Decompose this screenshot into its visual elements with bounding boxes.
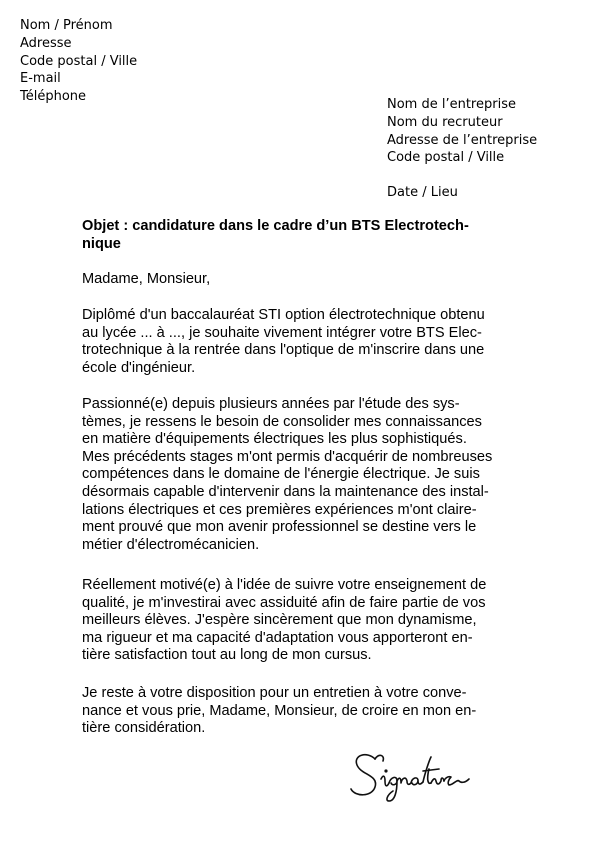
handwritten-signature xyxy=(345,745,495,805)
date-place: Date / Lieu xyxy=(387,185,458,200)
paragraph-line: en matière d'équipements électriques les plus sophistiqués. xyxy=(82,431,467,448)
paragraph-closing xyxy=(82,685,512,738)
subject-line: nique xyxy=(82,235,121,252)
letter-subject xyxy=(82,218,512,253)
subject-line: Objet : candidature dans le cadre d’un BTS Electrotech- xyxy=(82,218,469,234)
paragraph-line: Diplômé d'un baccalauréat STI option électrotechnique obtenu xyxy=(82,307,485,323)
salutation: Madame, Monsieur, xyxy=(82,271,211,287)
paragraph-line: tière satisfaction tout au long de mon cursus. xyxy=(82,647,372,664)
paragraph-line: au lycée ... à ..., je souhaite vivement intégrer votre BTS Elec- xyxy=(82,324,482,341)
paragraph-line: Passionné(e) depuis plusieurs années par l'étude des sys- xyxy=(82,396,460,412)
paragraph-line: nance et vous prie, Madame, Monsieur, de croire en mon en- xyxy=(82,702,477,719)
paragraph-line: tèmes, je ressens le besoin de consolider mes connaissances xyxy=(82,413,482,430)
paragraph-line: lations électriques et ces premières expériences m'ont claire- xyxy=(82,501,477,518)
recipient-address: Adresse de l’entreprise xyxy=(387,132,538,148)
sender-name: Nom / Prénom xyxy=(20,18,113,33)
sender-phone: Téléphone xyxy=(20,89,87,105)
paragraph-line: tière considération. xyxy=(82,720,206,737)
recipient-postal-city: Code postal / Ville xyxy=(387,150,505,166)
sender-address: Adresse xyxy=(20,35,72,51)
sender-block xyxy=(20,17,137,106)
paragraph-line: qualité, je m'investirai avec assiduité afin de faire partie de vos xyxy=(82,594,486,611)
paragraph-line: métier d'électromécanicien. xyxy=(82,536,260,553)
paragraph-line: Réellement motivé(e) à l'idée de suivre votre enseignement de xyxy=(82,577,487,593)
sender-email: E-mail xyxy=(20,71,61,87)
recipient-block xyxy=(387,96,537,167)
recipient-recruiter: Nom du recruteur xyxy=(387,114,503,130)
paragraph-line: ma rigueur et ma capacité d'adaptation vous apporteront en- xyxy=(82,629,473,646)
paragraph-experience xyxy=(82,396,512,554)
paragraph-line: meilleurs élèves. J'espère sincèrement que mon dynamisme, xyxy=(82,612,477,629)
recipient-company: Nom de l’entreprise xyxy=(387,97,516,112)
paragraph-motivation xyxy=(82,577,512,665)
paragraph-line: Mes précédents stages m'ont permis d'acquérir de nombreuses xyxy=(82,448,493,465)
paragraph-line: compétences dans le domaine de l'énergie électrique. Je suis xyxy=(82,466,480,483)
paragraph-line: désormais capable d'intervenir dans la maintenance des instal- xyxy=(82,483,489,500)
paragraph-line: trotechnique à la rentrée dans l'optique de m'inscrire dans une xyxy=(82,342,485,359)
paragraph-line: école d'ingénieur. xyxy=(82,359,196,376)
paragraph-line: Je reste à votre disposition pour un entretien à votre conve- xyxy=(82,685,467,701)
paragraph-intro xyxy=(82,307,512,377)
sender-postal-city: Code postal / Ville xyxy=(20,53,138,69)
paragraph-line: ment prouvé que mon avenir professionnel se destine vers le xyxy=(82,519,477,536)
